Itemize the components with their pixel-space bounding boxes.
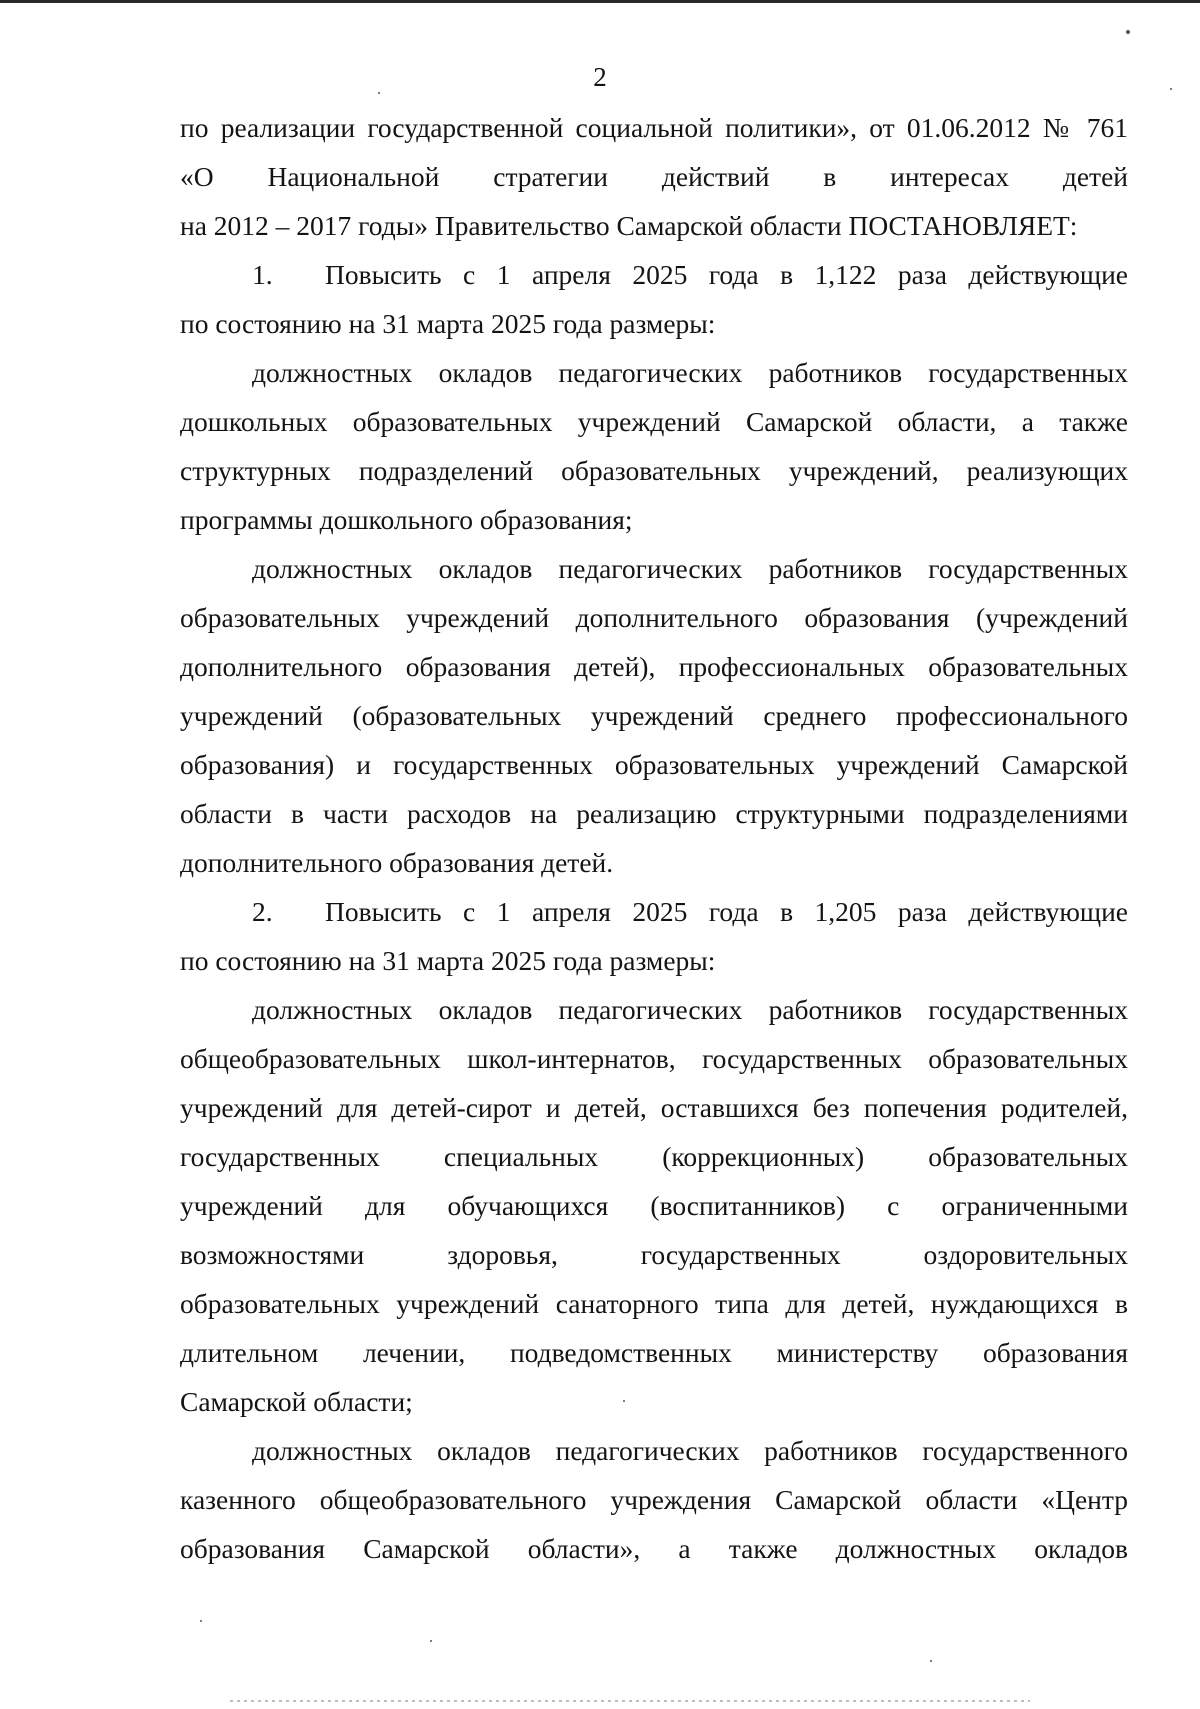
text-line: образовательных учреждений дополнительного образования (учреждений [180, 602, 1128, 633]
text-line: дополнительного образования детей. [180, 847, 614, 878]
text-line: учреждений (образовательных учреждений среднего профессионального [180, 700, 1128, 731]
text-line: программы дошкольного образования; [180, 504, 633, 535]
text-line: Самарской области; [180, 1386, 413, 1417]
text-line: должностных окладов педагогических работников государственных [252, 553, 1128, 584]
text-line: структурных подразделений образовательных учреждений, реализующих [180, 455, 1128, 486]
text-line: дополнительного образования детей), профессиональных образовательных [180, 651, 1128, 682]
scan-speck [930, 1660, 932, 1662]
scan-speck [1170, 88, 1172, 90]
text-line: Повысить с 1 апреля 2025 года в 1,205 раза действующие [325, 896, 1128, 927]
text-line: дошкольных образовательных учреждений Самарской области, а также [180, 406, 1128, 437]
numbered-item-1 [180, 250, 1128, 299]
text-line: учреждений для обучающихся (воспитанников) с ограниченными [180, 1190, 1128, 1221]
text-line: должностных окладов педагогических работников государственного [252, 1435, 1128, 1466]
text-line: государственных специальных (коррекционных) образовательных [180, 1141, 1128, 1172]
scan-bottom-edge [230, 1700, 1030, 1702]
text-line: должностных окладов педагогических работников государственных [252, 994, 1128, 1025]
numbered-item-2 [180, 887, 1128, 936]
scan-speck [430, 1640, 432, 1642]
text-line: образования Самарской области», а также должностных окладов [180, 1533, 1128, 1564]
text-line: области в части расходов на реализацию структурными подразделениями [180, 798, 1128, 829]
text-line: образования) и государственных образовательных учреждений Самарской [180, 749, 1128, 780]
text-line: должностных окладов педагогических работников государственных [252, 357, 1128, 388]
page-number: 2 [593, 62, 607, 92]
scan-speck [1126, 30, 1130, 34]
scan-top-edge [0, 0, 1200, 3]
text-line: казенного общеобразовательного учреждения Самарской области «Центр [180, 1484, 1128, 1515]
scan-speck [200, 1620, 202, 1622]
text-line: «О Национальной стратегии действий в интересах детей [180, 161, 1128, 192]
text-line: образовательных учреждений санаторного типа для детей, нуждающихся в [180, 1288, 1128, 1319]
text-line: на 2012 – 2017 годы» Правительство Самарской области ПОСТАНОВЛЯЕТ: [180, 210, 1078, 241]
text-line: по состоянию на 31 марта 2025 года размеры: [180, 308, 716, 339]
scan-speck [378, 92, 380, 94]
item-number: 1. [252, 259, 273, 290]
scan-speck [623, 1400, 625, 1402]
text-line: по реализации государственной социальной политики», от 01.06.2012 № 761 [180, 112, 1128, 143]
item-number: 2. [252, 896, 273, 927]
text-line: Повысить с 1 апреля 2025 года в 1,122 раза действующие [325, 259, 1128, 290]
text-line: длительном лечении, подведомственных министерству образования [180, 1337, 1128, 1368]
text-line: учреждений для детей-сирот и детей, оставшихся без попечения родителей, [180, 1092, 1128, 1123]
text-line: возможностями здоровья, государственных оздоровительных [180, 1239, 1128, 1270]
document-body [180, 103, 1128, 1573]
text-line: общеобразовательных школ-интернатов, государственных образовательных [180, 1043, 1128, 1074]
text-line: по состоянию на 31 марта 2025 года размеры: [180, 945, 716, 976]
